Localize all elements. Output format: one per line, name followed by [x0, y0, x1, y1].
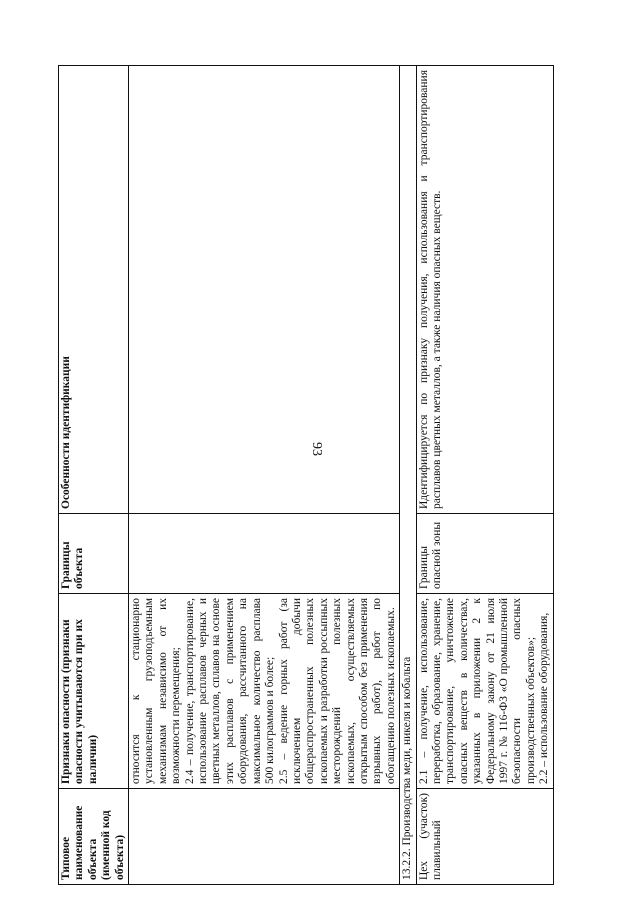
- cell-object-name: Цех (участок) плавильный: [416, 789, 553, 885]
- page-number: 93: [309, 442, 324, 456]
- cell-identification-features: Идентифицируется по признаку получения, использования и транспортирования расплавов цветных металлов, а также наличия опасных веществ.: [416, 66, 553, 514]
- cell-object-boundaries: [129, 514, 400, 594]
- hazard-text: 2.2 – использование оборудования,: [538, 612, 551, 784]
- cell-hazard-signs: [129, 594, 400, 789]
- hazard-text: 2.4 – получение, транспортирование, использование расплавов черных и цветных металлов, сплавов на основе этих расплавов с применением оборудования, рассчитанного на максимальное количество расплава 500 килограммов и более;: [183, 598, 277, 784]
- header-identification-features: Особенности идентификации: [59, 66, 129, 514]
- hazard-text: относится к стационарно установленным грузоподъемным механизмам независимо от их возможности перемещения;: [130, 598, 183, 784]
- header-object-name: Типовое наименование объекта (именной код объекта): [59, 789, 129, 885]
- table-row: [129, 66, 400, 885]
- section-title: 13.2.2. Производства меди, никеля и кобальта: [400, 66, 416, 885]
- section-row: [400, 66, 416, 885]
- hazard-text: 2.5 – ведение горных работ (за исключением добычи общераспространенных полезных ископаемых и разработки россыпных месторождений полезных ископаемых, осуществляемых открытым способом без применения взрывных работ), работ по обогащению полезных ископаемых.: [277, 598, 397, 784]
- cell-object-name: [129, 789, 400, 885]
- table-row: [416, 66, 553, 885]
- rotated-page: [58, 65, 551, 885]
- cell-object-boundaries: Границы опасной зоны: [416, 514, 553, 594]
- header-hazard-signs: Признаки опасности (признаки опасности учитываются при их наличии): [59, 594, 129, 789]
- header-object-boundaries: Границы объекта: [59, 514, 129, 594]
- cell-hazard-signs: [416, 594, 553, 789]
- table-header-row: [59, 66, 129, 885]
- hazard-text: 2.1 – получение, использование, переработка, образование, хранение, транспортирование, уничтожение опасных веществ в количествах, указанных в приложении 2 к Федеральному закону от 21 июля 1997 г. № 116-ФЗ «О промышленной безопасности опасных производственных объектов»;: [417, 598, 537, 784]
- cell-identification-features: [129, 66, 400, 514]
- identification-table: [58, 65, 554, 885]
